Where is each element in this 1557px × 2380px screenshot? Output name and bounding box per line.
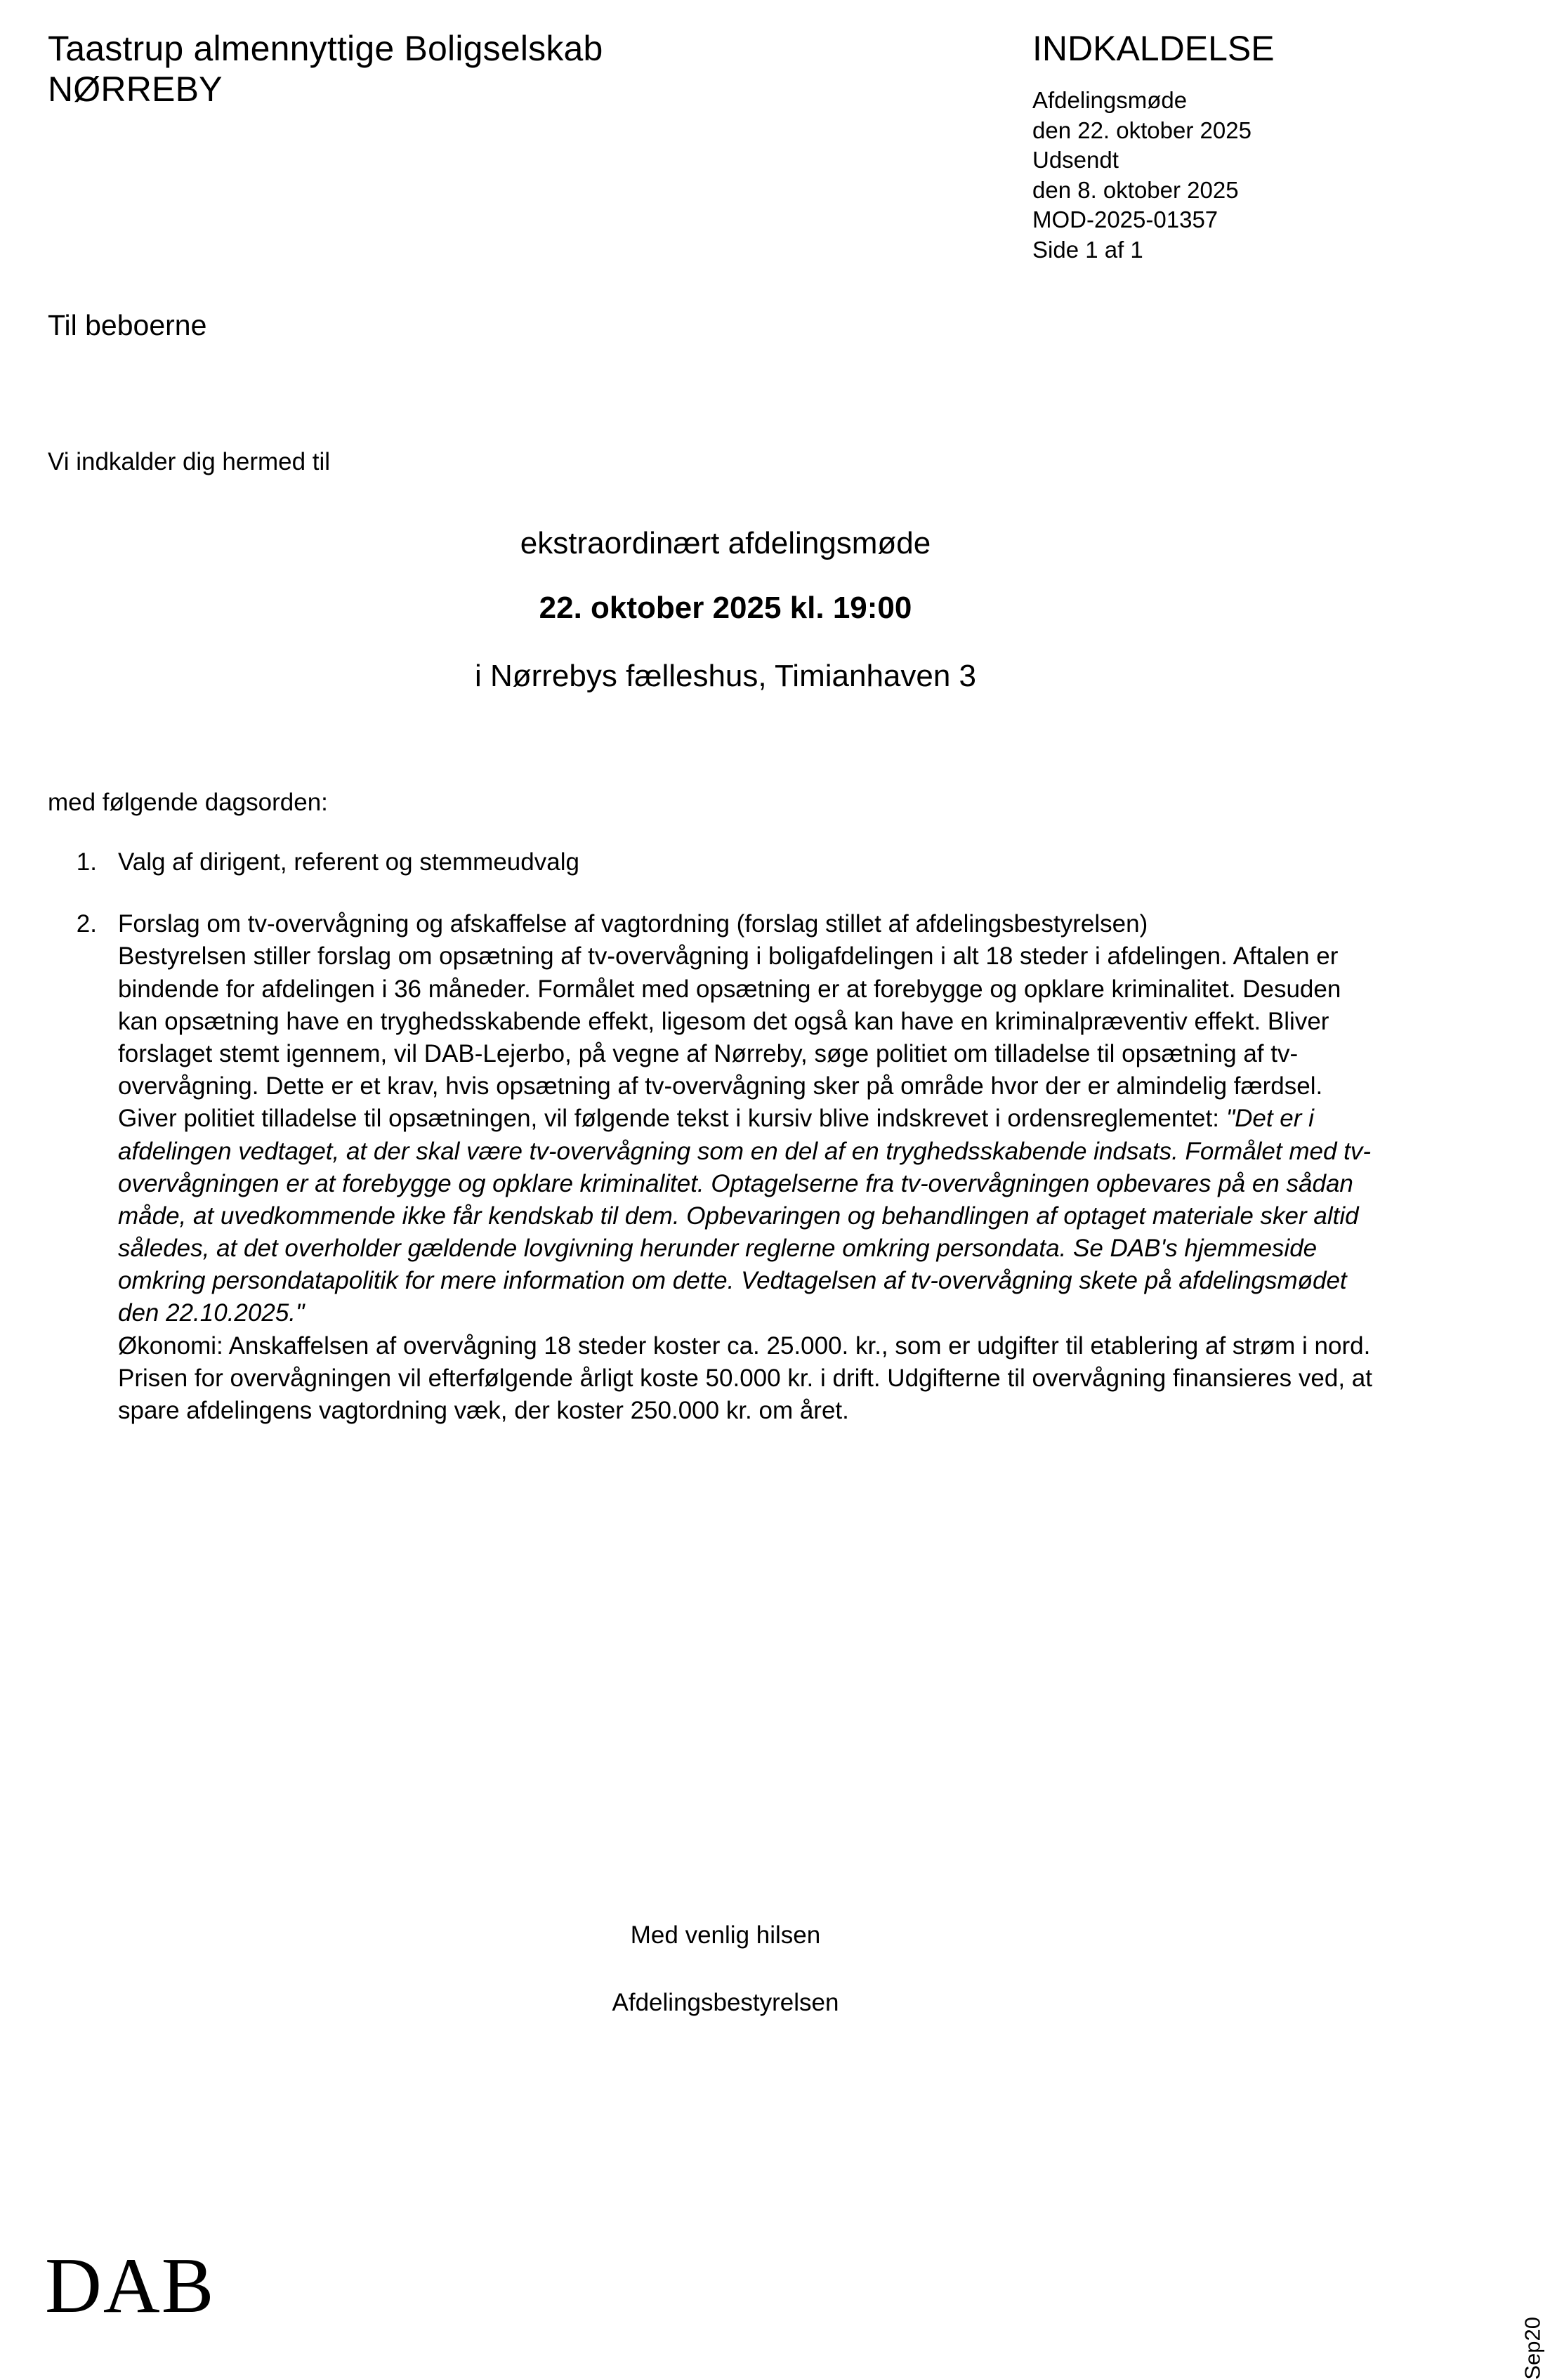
announcement-block [48, 527, 1403, 693]
agenda-item-heading: Valg af dirigent, referent og stemmeudvalg [118, 848, 579, 876]
form-revision-stamp: Sep20 [1520, 2317, 1545, 2380]
meta-page-info: Side 1 af 1 [1032, 236, 1143, 263]
closing-greeting: Med venlig hilsen [630, 1921, 821, 1949]
agenda-item [48, 846, 1452, 879]
ordensreglement-quote: "Det er i afdelingen vedtaget, at der skal være tv-overvågning som en del af en tryghedsskabende indsats. Formålet med tv-overvågningen er at forebygge og opklare kriminalitet. Optagelserne fra tv-overvågningen opbevares på en sådan måde, at uvedkommende ikke får kendskab til dem. Opbevaringen og behandlingen af optaget materiale sker altid således, at det overholder gældende lovgivning herunder reglerne omkring persondata. Se DAB's hjemmeside omkring persondatapolitik for mere information om dette. Vedtagelsen af tv-overvågning skete på afdelingsmødet den 22.10.2025." [118, 1105, 1372, 1327]
agenda-item-paragraph-economy: Økonomi: Anskaffelsen af overvågning 18 steder koster ca. 25.000. kr., som er udgifter til etablering af strøm i nord. Prisen for overvågningen vil efterfølgende årligt koste 50.000 kr. i drift. Udgifterne til overvågning finansieres ved, at spare afdelingens vagtordning væk, der koster 250.000 kr. om året. [118, 1332, 1372, 1424]
meta-meeting-date: den 22. oktober 2025 [1032, 117, 1251, 143]
meta-document-id: MOD-2025-01357 [1032, 206, 1218, 233]
agenda-item-number: 2. [76, 910, 97, 938]
agenda-item [48, 908, 1452, 1427]
header-meta-block [1011, 28, 1557, 265]
meta-meeting-label: Afdelingsmøde [1032, 87, 1188, 113]
agenda-list [48, 846, 1452, 1457]
agenda-item-body [118, 908, 1375, 1427]
addressee-line: Til beboerne [48, 309, 207, 341]
agenda-item-heading: Forslag om tv-overvågning og afskaffelse af vagtordning (forslag stillet af afdelingsbestyrelsen) [118, 910, 1148, 938]
announcement-title: ekstraordinært afdelingsmøde [520, 526, 931, 560]
announcement-datetime: 22. oktober 2025 kl. 19:00 [539, 591, 912, 626]
document-header [0, 28, 1557, 265]
closing-signature: Afdelingsbestyrelsen [612, 1989, 839, 2016]
organization-name: Taastrup almennyttige Boligselskab [48, 29, 603, 68]
proposal-text: Bestyrelsen stiller forslag om opsætning af tv-overvågning i boligafdelingen i alt 18 steder i afdelingen. Aftalen er bindende for afdelingen i 36 måneder. Formålet med opsætning er at forebygge og opklare kriminalitet. Desuden kan opsætning have en tryghedsskabende effekt, ligesom det også kan have en kriminalpræventiv effekt. Bliver forslaget stemt igennem, vil DAB-Lejerbo, på vegne af Nørreby, søge politiet om tilladelse til opsætning af tv-overvågning. Dette er et krav, hvis opsætning af tv-overvågning sker på område hvor der er almindelig færdsel. Giver politiet tilladelse til opsætningen, vil følgende tekst i kursiv blive indskrevet i ordensreglementet: [118, 942, 1341, 1133]
department-name: NØRREBY [48, 70, 223, 109]
announcement-location: i Nørrebys fælleshus, Timianhaven 3 [474, 658, 977, 693]
meta-sent-label: Udsendt [1032, 147, 1119, 173]
header-organization-block [0, 28, 1011, 110]
meta-sent-date: den 8. oktober 2025 [1032, 176, 1239, 203]
agenda-item-paragraph-proposal [118, 940, 1375, 1329]
agenda-item-body [118, 846, 1375, 879]
intro-line: Vi indkalder dig hermed til [48, 448, 331, 475]
closing-block [48, 1921, 1403, 2018]
agenda-lead-in: med følgende dagsorden: [48, 789, 328, 816]
agenda-item-number: 1. [76, 848, 97, 876]
dab-logo: DAB [45, 2242, 216, 2329]
document-type-title: INDKALDELSE [1032, 29, 1275, 68]
